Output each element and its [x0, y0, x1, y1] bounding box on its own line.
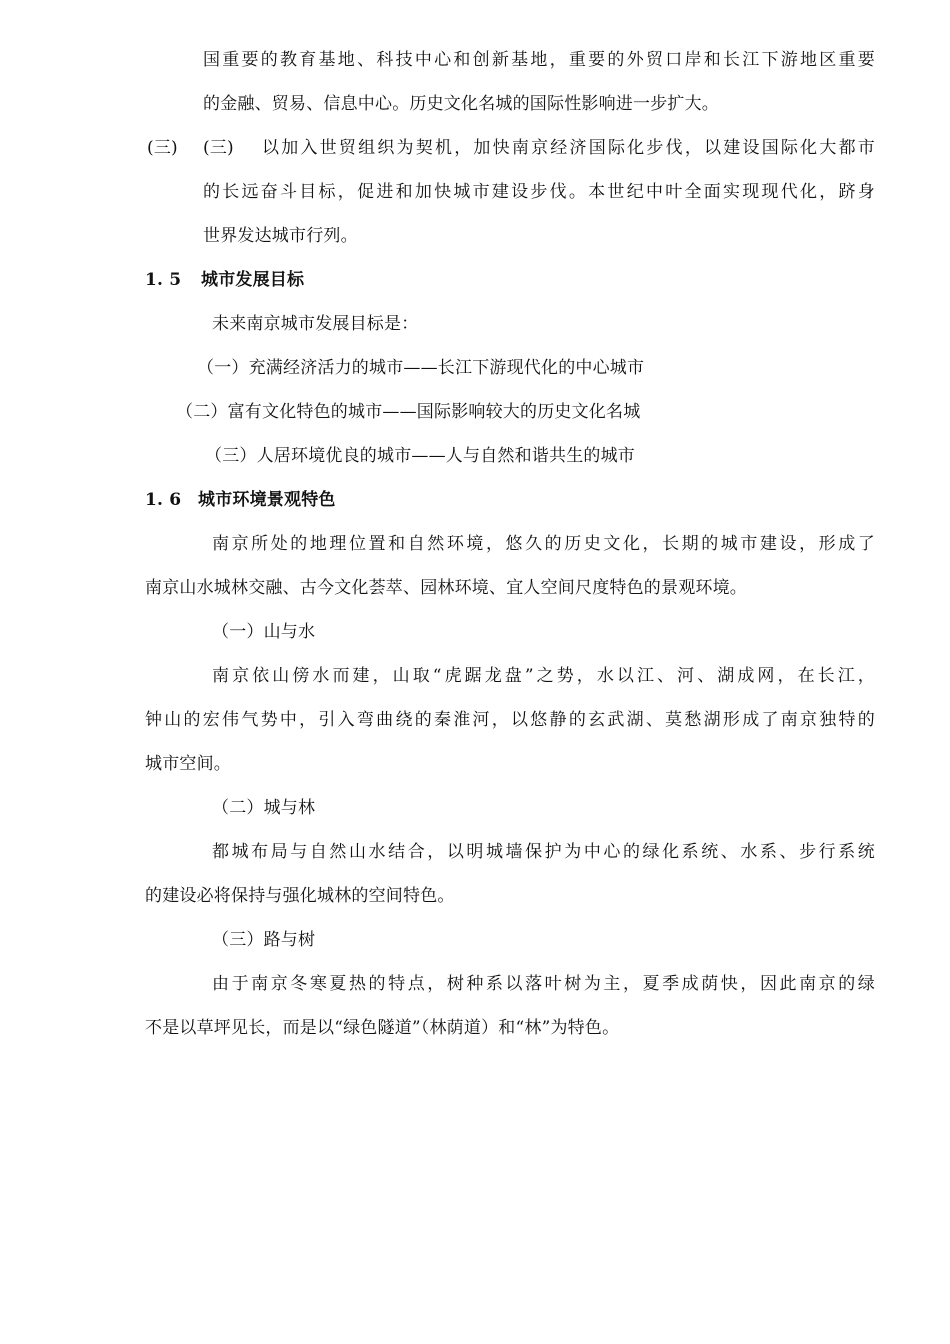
subsection-2-line-2: 的建设必将保持与强化城林的空间特色。	[145, 886, 455, 906]
section-heading-1-6	[145, 489, 336, 511]
section-1-6-intro-line-1: 南京所处的地理位置和自然环境，悠久的历史文化，长期的城市建设，形成了	[212, 534, 875, 554]
section-number: 1. 5	[145, 270, 182, 290]
subsection-3-line-2: 不是以草坪见长，而是以“绿色隧道”（林荫道）和“林”为特色。	[145, 1018, 620, 1038]
section-heading-1-5	[145, 269, 304, 291]
subsection-title-city-forest: （二）城与林	[212, 798, 316, 818]
section-title: 城市环境景观特色	[198, 490, 336, 510]
continued-paragraph-line-2: 的金融、贸易、信息中心。历史文化名城的国际性影响进一步扩大。	[203, 94, 719, 114]
subsection-2-line-1: 都城布局与自然山水结合，以明城墙保护为中心的绿化系统、水系、步行系统	[212, 842, 875, 862]
goal-item-3: （三）人居环境优良的城市——人与自然和谐共生的城市	[205, 446, 635, 466]
subsection-title-mountain-water: （一）山与水	[212, 622, 316, 642]
section-number: 1. 6	[145, 490, 182, 510]
goal-item-2: （二）富有文化特色的城市——国际影响较大的历史文化名城	[176, 402, 641, 422]
subsection-3-line-1: 由于南京冬寒夏热的特点，树种系以落叶树为主，夏季成荫快，因此南京的绿	[212, 974, 875, 994]
section-title: 城市发展目标	[201, 270, 305, 290]
subsection-title-road-tree: （三）路与树	[212, 930, 316, 950]
item-three-line-1: 以加入世贸组织为契机，加快南京经济国际化步伐，以建设国际化大都市	[262, 138, 875, 158]
section-1-6-intro-line-2: 南京山水城林交融、古今文化荟萃、园林环境、宜人空间尺度特色的景观环境。	[145, 578, 747, 598]
goal-item-1: （一）充满经济活力的城市——长江下游现代化的中心城市	[197, 358, 645, 378]
subsection-1-line-3: 城市空间。	[145, 754, 231, 774]
item-three-line-2: 的长远奋斗目标，促进和加快城市建设步伐。本世纪中叶全面实现现代化，跻身	[203, 182, 875, 202]
item-three-label: (三)	[203, 138, 234, 158]
item-three-marker: (三)	[147, 138, 178, 158]
section-1-5-intro: 未来南京城市发展目标是：	[212, 314, 419, 334]
continued-paragraph-line-1: 国重要的教育基地、科技中心和创新基地，重要的外贸口岸和长江下游地区重要	[203, 50, 875, 70]
subsection-1-line-2: 钟山的宏伟气势中，引入弯曲绕的秦淮河，以悠静的玄武湖、莫愁湖形成了南京独特的	[145, 710, 875, 730]
item-three-line-3: 世界发达城市行列。	[203, 226, 358, 246]
subsection-1-line-1: 南京依山傍水而建，山取“虎踞龙盘”之势，水以江、河、湖成网，在长江，	[212, 666, 875, 686]
